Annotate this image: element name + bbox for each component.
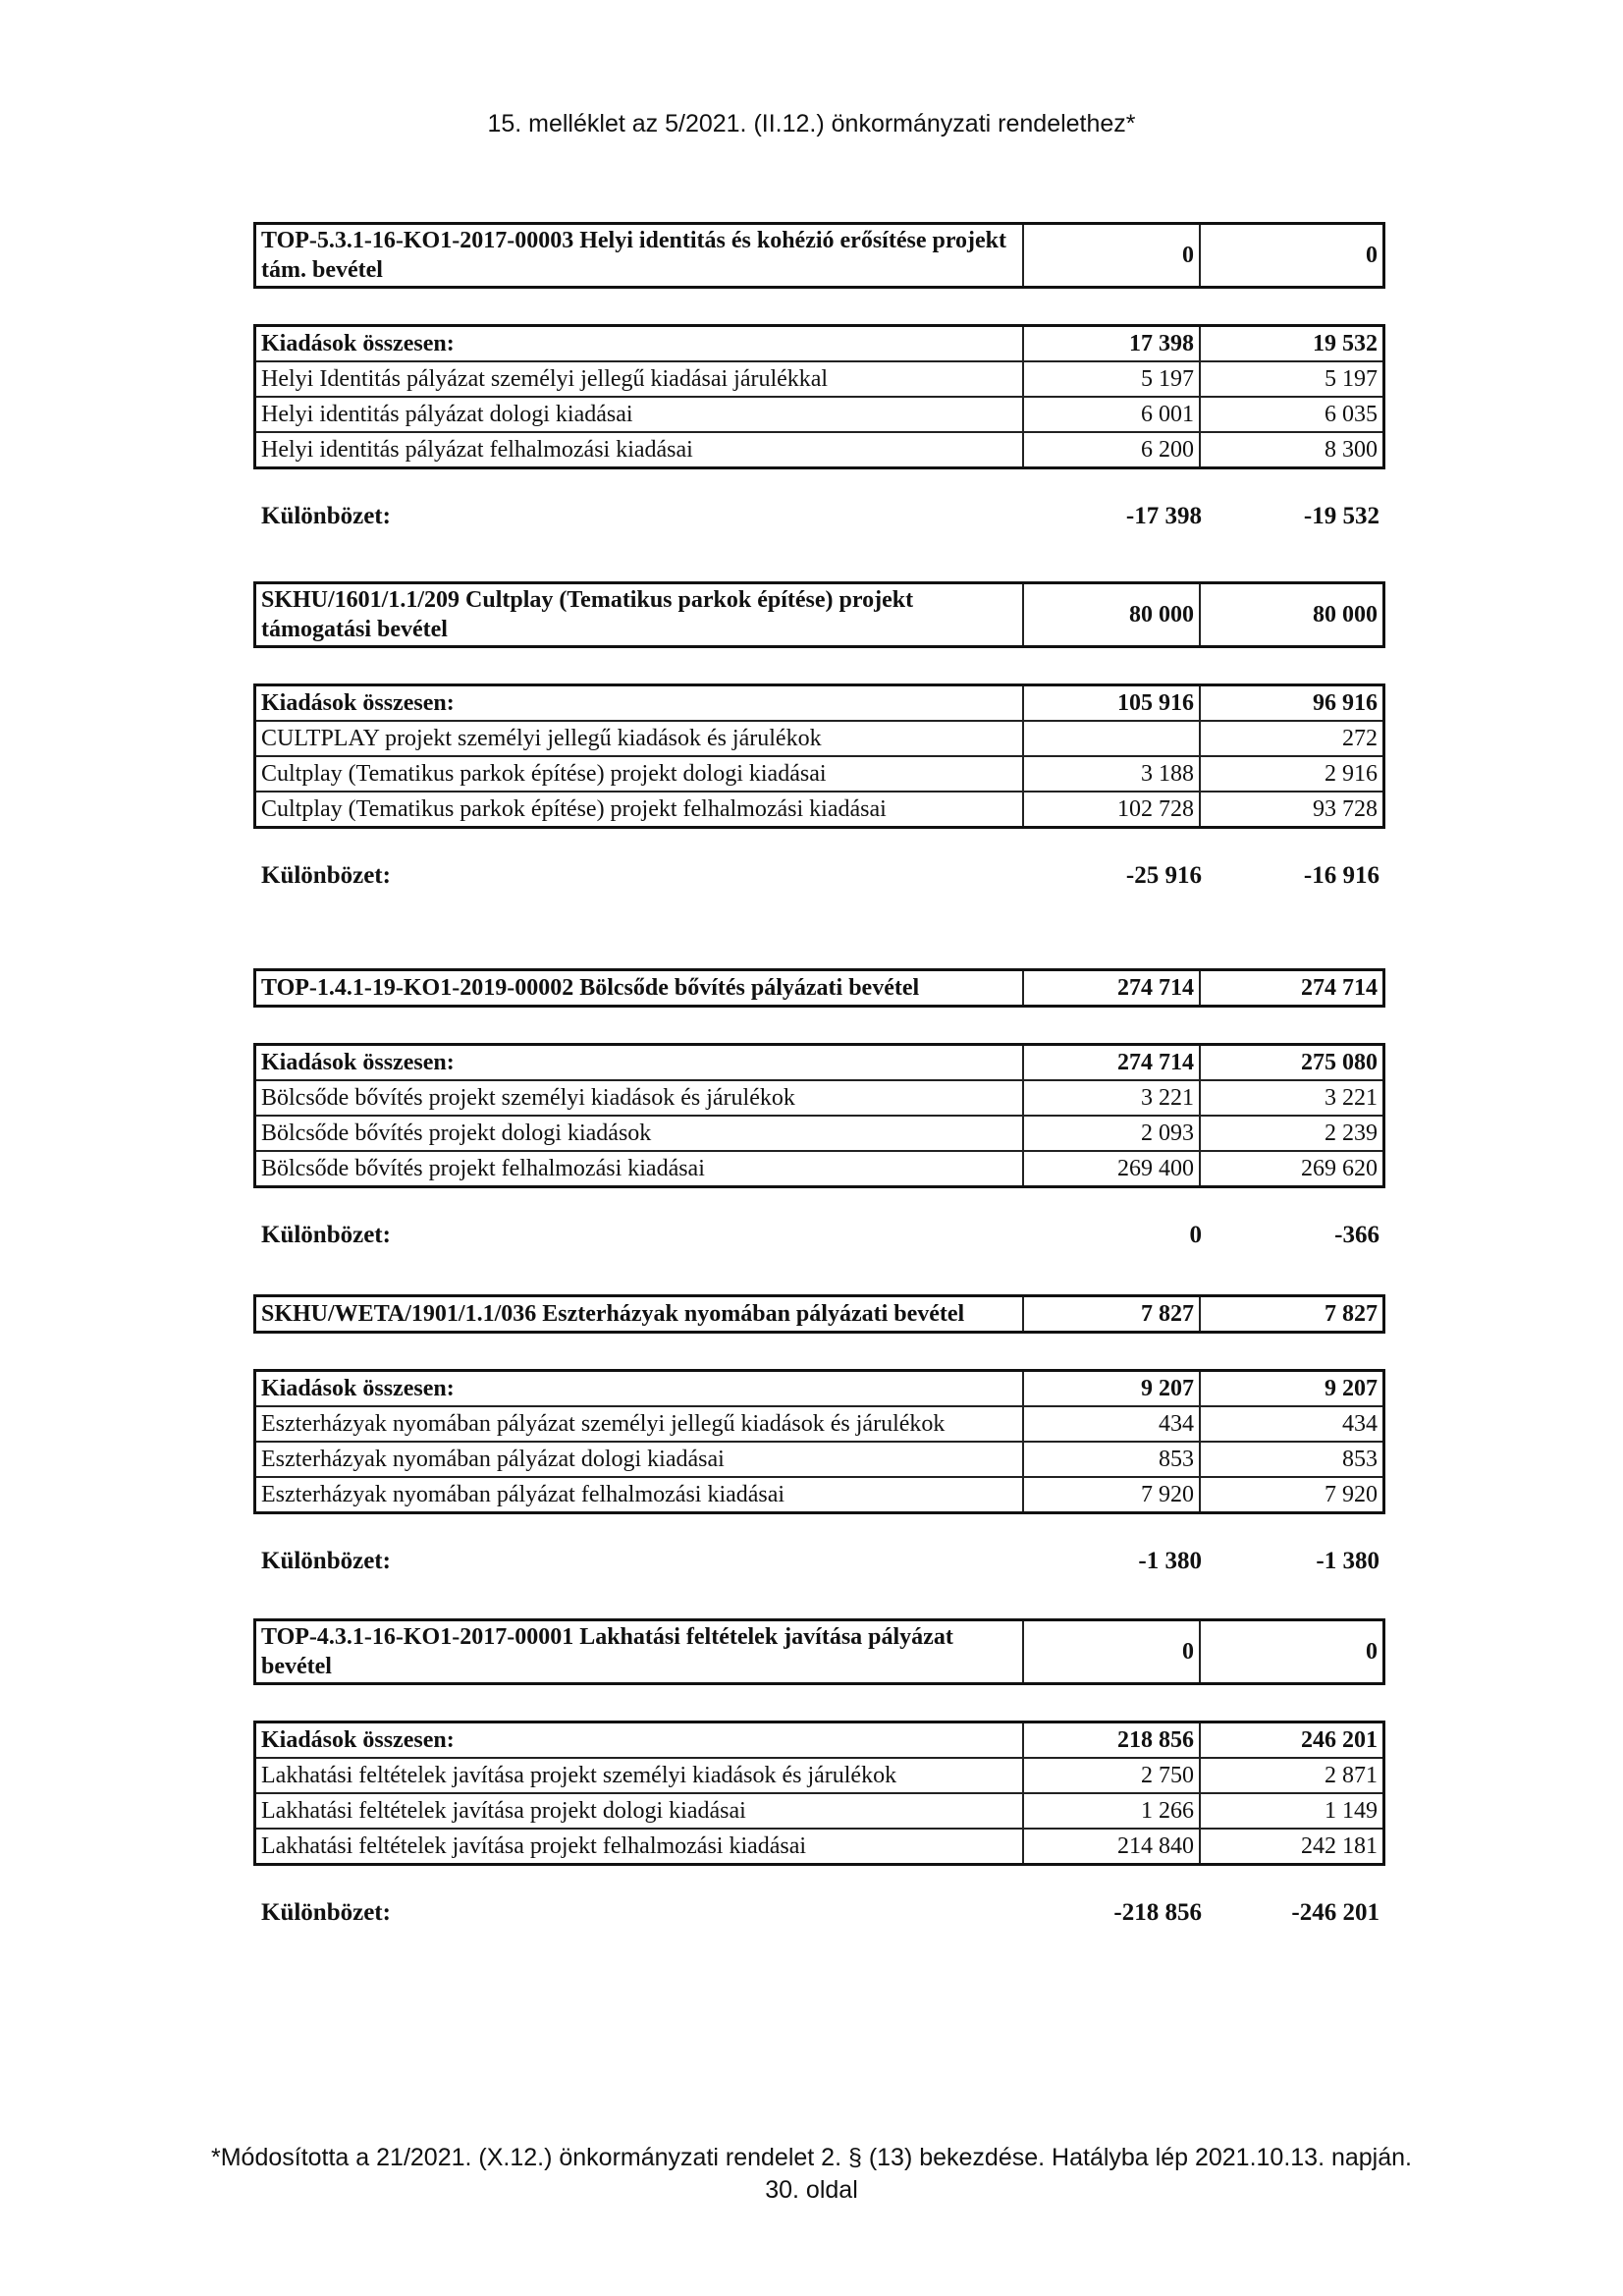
- revenue-value-1: 7 827: [1023, 1296, 1200, 1333]
- expense-table: [253, 1721, 1385, 1866]
- expense-value-2: 5 197: [1200, 361, 1384, 397]
- expense-row: [255, 397, 1384, 432]
- revenue-row: [255, 224, 1384, 288]
- expense-label: Eszterházyak nyomában pályázat felhalmozási kiadásai: [255, 1477, 1024, 1513]
- revenue-value-1: 0: [1023, 224, 1200, 288]
- revenue-row: [255, 1620, 1384, 1684]
- expense-value-2: 242 181: [1200, 1829, 1384, 1865]
- expense-value-1: 853: [1023, 1442, 1200, 1477]
- expense-value-1: 5 197: [1023, 361, 1200, 397]
- revenue-table: [253, 581, 1385, 648]
- revenue-value-1: 0: [1023, 1620, 1200, 1684]
- expense-total-row: [255, 1045, 1384, 1081]
- revenue-table: [253, 1294, 1385, 1334]
- expense-value-2: 272: [1200, 721, 1384, 756]
- difference-label: Különbözet:: [261, 862, 391, 889]
- expense-value-1: 2 750: [1023, 1758, 1200, 1793]
- revenue-label: SKHU/WETA/1901/1.1/036 Eszterházyak nyomában pályázati bevétel: [255, 1296, 1024, 1333]
- expense-label: Helyi identitás pályázat felhalmozási kiadásai: [255, 432, 1024, 468]
- difference-value-1: 0: [1189, 1222, 1202, 1248]
- revenue-value-1: 80 000: [1023, 583, 1200, 647]
- page-number: 30. oldal: [765, 2176, 858, 2204]
- expense-row: [255, 1151, 1384, 1187]
- expense-total-row: [255, 1722, 1384, 1759]
- expense-total-row: [255, 685, 1384, 722]
- difference-label: Különbözet:: [261, 503, 391, 529]
- expense-row: [255, 792, 1384, 828]
- expense-label: Helyi Identitás pályázat személyi jellegű kiadásai járulékkal: [255, 361, 1024, 397]
- expense-value-2: 1 149: [1200, 1793, 1384, 1829]
- expense-label: Kiadások összesen:: [255, 685, 1024, 722]
- expense-label: Kiadások összesen:: [255, 326, 1024, 362]
- revenue-label: TOP-4.3.1-16-KO1-2017-00001 Lakhatási feltételek javítása pályázat bevétel: [255, 1620, 1024, 1684]
- expense-value-1: 102 728: [1023, 792, 1200, 828]
- difference-row: [253, 1548, 1385, 1575]
- expense-label: Kiadások összesen:: [255, 1722, 1024, 1759]
- expense-value-1: 214 840: [1023, 1829, 1200, 1865]
- revenue-label: SKHU/1601/1.1/209 Cultplay (Tematikus parkok építése) projekt támogatási bevétel: [255, 583, 1024, 647]
- expense-value-2: 93 728: [1200, 792, 1384, 828]
- expense-total-row: [255, 1371, 1384, 1407]
- revenue-row: [255, 970, 1384, 1007]
- revenue-value-1: 274 714: [1023, 970, 1200, 1007]
- expense-row: [255, 721, 1384, 756]
- section-bolcsode: [253, 968, 1385, 1249]
- expense-value-1: 6 200: [1023, 432, 1200, 468]
- expense-row: [255, 432, 1384, 468]
- difference-label: Különbözet:: [261, 1548, 391, 1574]
- expense-value-1: 9 207: [1023, 1371, 1200, 1407]
- expense-value-1: 1 266: [1023, 1793, 1200, 1829]
- revenue-value-2: 0: [1200, 224, 1384, 288]
- expense-value-2: 269 620: [1200, 1151, 1384, 1187]
- expense-value-2: 434: [1200, 1406, 1384, 1442]
- difference-value-2: -19 532: [1303, 503, 1380, 529]
- difference-value-2: -16 916: [1303, 862, 1380, 889]
- expense-label: CULTPLAY projekt személyi jellegű kiadások és járulékok: [255, 721, 1024, 756]
- expense-row: [255, 1829, 1384, 1865]
- difference-value-2: -1 380: [1316, 1548, 1380, 1574]
- expense-total-row: [255, 326, 1384, 362]
- section-identitas: [253, 222, 1385, 530]
- revenue-table: [253, 968, 1385, 1008]
- expense-value-2: 9 207: [1200, 1371, 1384, 1407]
- expense-row: [255, 361, 1384, 397]
- expense-label: Cultplay (Tematikus parkok építése) projekt dologi kiadásai: [255, 756, 1024, 792]
- revenue-label: TOP-5.3.1-16-KO1-2017-00003 Helyi identitás és kohézió erősítése projekt tám. bevétel: [255, 224, 1024, 288]
- expense-value-1: 7 920: [1023, 1477, 1200, 1513]
- expense-label: Cultplay (Tematikus parkok építése) projekt felhalmozási kiadásai: [255, 792, 1024, 828]
- difference-value-1: -17 398: [1125, 503, 1202, 529]
- expense-value-2: 246 201: [1200, 1722, 1384, 1759]
- expense-label: Lakhatási feltételek javítása projekt személyi kiadások és járulékok: [255, 1758, 1024, 1793]
- revenue-row: [255, 1296, 1384, 1333]
- expense-table: [253, 683, 1385, 829]
- expense-value-1: 3 188: [1023, 756, 1200, 792]
- expense-value-1: 3 221: [1023, 1080, 1200, 1116]
- expense-value-2: 853: [1200, 1442, 1384, 1477]
- expense-row: [255, 756, 1384, 792]
- difference-value-1: -25 916: [1125, 862, 1202, 889]
- difference-row: [253, 1222, 1385, 1249]
- difference-value-1: -218 856: [1113, 1899, 1202, 1926]
- difference-label: Különbözet:: [261, 1222, 391, 1248]
- expense-label: Eszterházyak nyomában pályázat dologi kiadásai: [255, 1442, 1024, 1477]
- expense-label: Helyi identitás pályázat dologi kiadásai: [255, 397, 1024, 432]
- expense-value-2: 7 920: [1200, 1477, 1384, 1513]
- expense-label: Kiadások összesen:: [255, 1371, 1024, 1407]
- section-lakhatas: [253, 1618, 1385, 1927]
- revenue-row: [255, 583, 1384, 647]
- revenue-label: TOP-1.4.1-19-KO1-2019-00002 Bölcsőde bővítés pályázati bevétel: [255, 970, 1024, 1007]
- revenue-value-2: 0: [1200, 1620, 1384, 1684]
- footer-note: *Módosította a 21/2021. (X.12.) önkormányzati rendelet 2. § (13) bekezdése. Hatályba lép 2021.10.13. napján.: [210, 2144, 1412, 2171]
- expense-value-1: 6 001: [1023, 397, 1200, 432]
- section-cultplay: [253, 581, 1385, 890]
- expense-value-1: 2 093: [1023, 1116, 1200, 1151]
- expense-row: [255, 1477, 1384, 1513]
- expense-label: Kiadások összesen:: [255, 1045, 1024, 1081]
- revenue-value-2: 7 827: [1200, 1296, 1384, 1333]
- expense-value-2: 2 239: [1200, 1116, 1384, 1151]
- expense-value-2: 6 035: [1200, 397, 1384, 432]
- expense-table: [253, 324, 1385, 469]
- revenue-value-2: 80 000: [1200, 583, 1384, 647]
- difference-row: [253, 862, 1385, 890]
- revenue-value-2: 274 714: [1200, 970, 1384, 1007]
- expense-label: Bölcsőde bővítés projekt dologi kiadások: [255, 1116, 1024, 1151]
- expense-table: [253, 1043, 1385, 1188]
- expense-value-2: 2 871: [1200, 1758, 1384, 1793]
- expense-value-2: 8 300: [1200, 432, 1384, 468]
- expense-row: [255, 1080, 1384, 1116]
- expense-value-2: 2 916: [1200, 756, 1384, 792]
- difference-row: [253, 503, 1385, 530]
- section-eszterhazy: [253, 1294, 1385, 1575]
- expense-row: [255, 1793, 1384, 1829]
- expense-row: [255, 1758, 1384, 1793]
- expense-value-1: 218 856: [1023, 1722, 1200, 1759]
- expense-table: [253, 1369, 1385, 1514]
- expense-label: Bölcsőde bővítés projekt felhalmozási kiadásai: [255, 1151, 1024, 1187]
- difference-value-2: -246 201: [1291, 1899, 1380, 1926]
- revenue-table: [253, 1618, 1385, 1685]
- expense-label: Lakhatási feltételek javítása projekt felhalmozási kiadásai: [255, 1829, 1024, 1865]
- expense-value-2: 19 532: [1200, 326, 1384, 362]
- difference-value-1: -1 380: [1138, 1548, 1202, 1574]
- expense-label: Lakhatási feltételek javítása projekt dologi kiadásai: [255, 1793, 1024, 1829]
- expense-label: Eszterházyak nyomában pályázat személyi jellegű kiadások és járulékok: [255, 1406, 1024, 1442]
- expense-row: [255, 1406, 1384, 1442]
- page-header: 15. melléklet az 5/2021. (II.12.) önkormányzati rendelethez*: [487, 110, 1136, 137]
- revenue-table: [253, 222, 1385, 289]
- expense-value-2: 275 080: [1200, 1045, 1384, 1081]
- expense-value-1: 17 398: [1023, 326, 1200, 362]
- expense-row: [255, 1442, 1384, 1477]
- expense-value-1: 105 916: [1023, 685, 1200, 722]
- expense-value-1: 269 400: [1023, 1151, 1200, 1187]
- expense-label: Bölcsőde bővítés projekt személyi kiadások és járulékok: [255, 1080, 1024, 1116]
- difference-label: Különbözet:: [261, 1899, 391, 1926]
- expense-row: [255, 1116, 1384, 1151]
- expense-value-1: 434: [1023, 1406, 1200, 1442]
- difference-value-2: -366: [1334, 1222, 1380, 1248]
- expense-value-2: 3 221: [1200, 1080, 1384, 1116]
- expense-value-2: 96 916: [1200, 685, 1384, 722]
- expense-value-1: 274 714: [1023, 1045, 1200, 1081]
- expense-value-1: [1023, 721, 1200, 756]
- difference-row: [253, 1899, 1385, 1927]
